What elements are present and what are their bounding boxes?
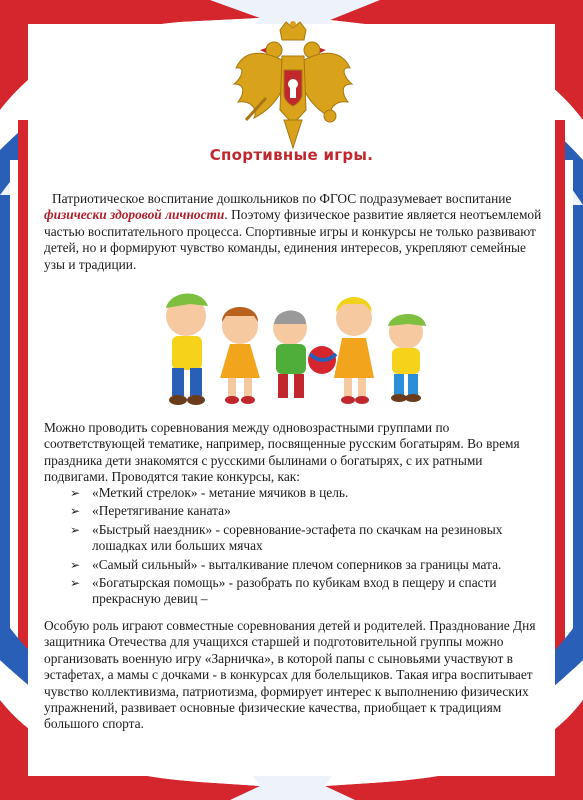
intro-text-end: . Поэтому физическое развитие является неотъемлемой частью воспитательного процесса. Спортивные игры и конкурсы не только развивают детей, но и формируют чувство команды, единения интересов, укрепляют семейные узы и традиции.	[44, 207, 542, 272]
arrow-bullet-icon: ➢	[70, 486, 81, 500]
list-item: ➢ «Быстрый наездник» - соревнование-эстафета по скачкам на резиновых лошадках или больших мячах	[70, 521, 503, 554]
arrow-bullet-icon: ➢	[70, 522, 81, 537]
list-item: ➢ «Богатырская помощь» - разобрать по кубикам вход в пещеру и спасти прекрасную девиц –	[70, 575, 497, 607]
intro-paragraph	[44, 191, 544, 273]
intro-text-start: Патриотическое воспитание дошкольников по ФГОС подразумевает воспитание	[52, 191, 512, 206]
arrow-bullet-icon: ➢	[70, 557, 81, 572]
contests-intro-paragraph: Можно проводить соревнования между одновозрастными группами по соответствующей тематике, например, посвященные русским богатырям. Во время праздника дети знакомятся с русскими былинами о богатырях, с их ратными подвигами. Проводятся такие конкурсы, как:	[44, 420, 520, 485]
arrow-bullet-icon: ➢	[70, 576, 81, 591]
intro-emphasis: физически здоровой личности	[44, 207, 225, 223]
contests-list	[70, 485, 540, 610]
page-title: Спортивные игры.	[209, 146, 374, 164]
list-item: ➢ «Перетягивание каната»	[70, 503, 231, 519]
list-item: ➢ «Самый сильный» - выталкивание плечом соперников за границы мата.	[70, 556, 502, 572]
children-playing-illustration	[150, 282, 440, 412]
russian-coat-of-arms-icon	[232, 20, 354, 152]
closing-paragraph: Особую роль играют совместные соревнования детей и родителей. Празднование Дня защитника Отечества для учащихся старшей и подготовительной группы можно организовать военную игру «Зарничка», в которой папы с сыновьями участвуют в эстафетах, а мамы с дочками - в конкурсах для болельщиков. Такая игра воспитывает чувство коллективизма, патриотизма, формирует интерес к выполнению физических упражнений, развивает основные физические качества, приобщает к традициям большого спорта.	[44, 618, 536, 732]
list-item: ➢ «Меткий стрелок» - метание мячиков в цель.	[70, 485, 349, 500]
arrow-bullet-icon: ➢	[70, 504, 81, 519]
